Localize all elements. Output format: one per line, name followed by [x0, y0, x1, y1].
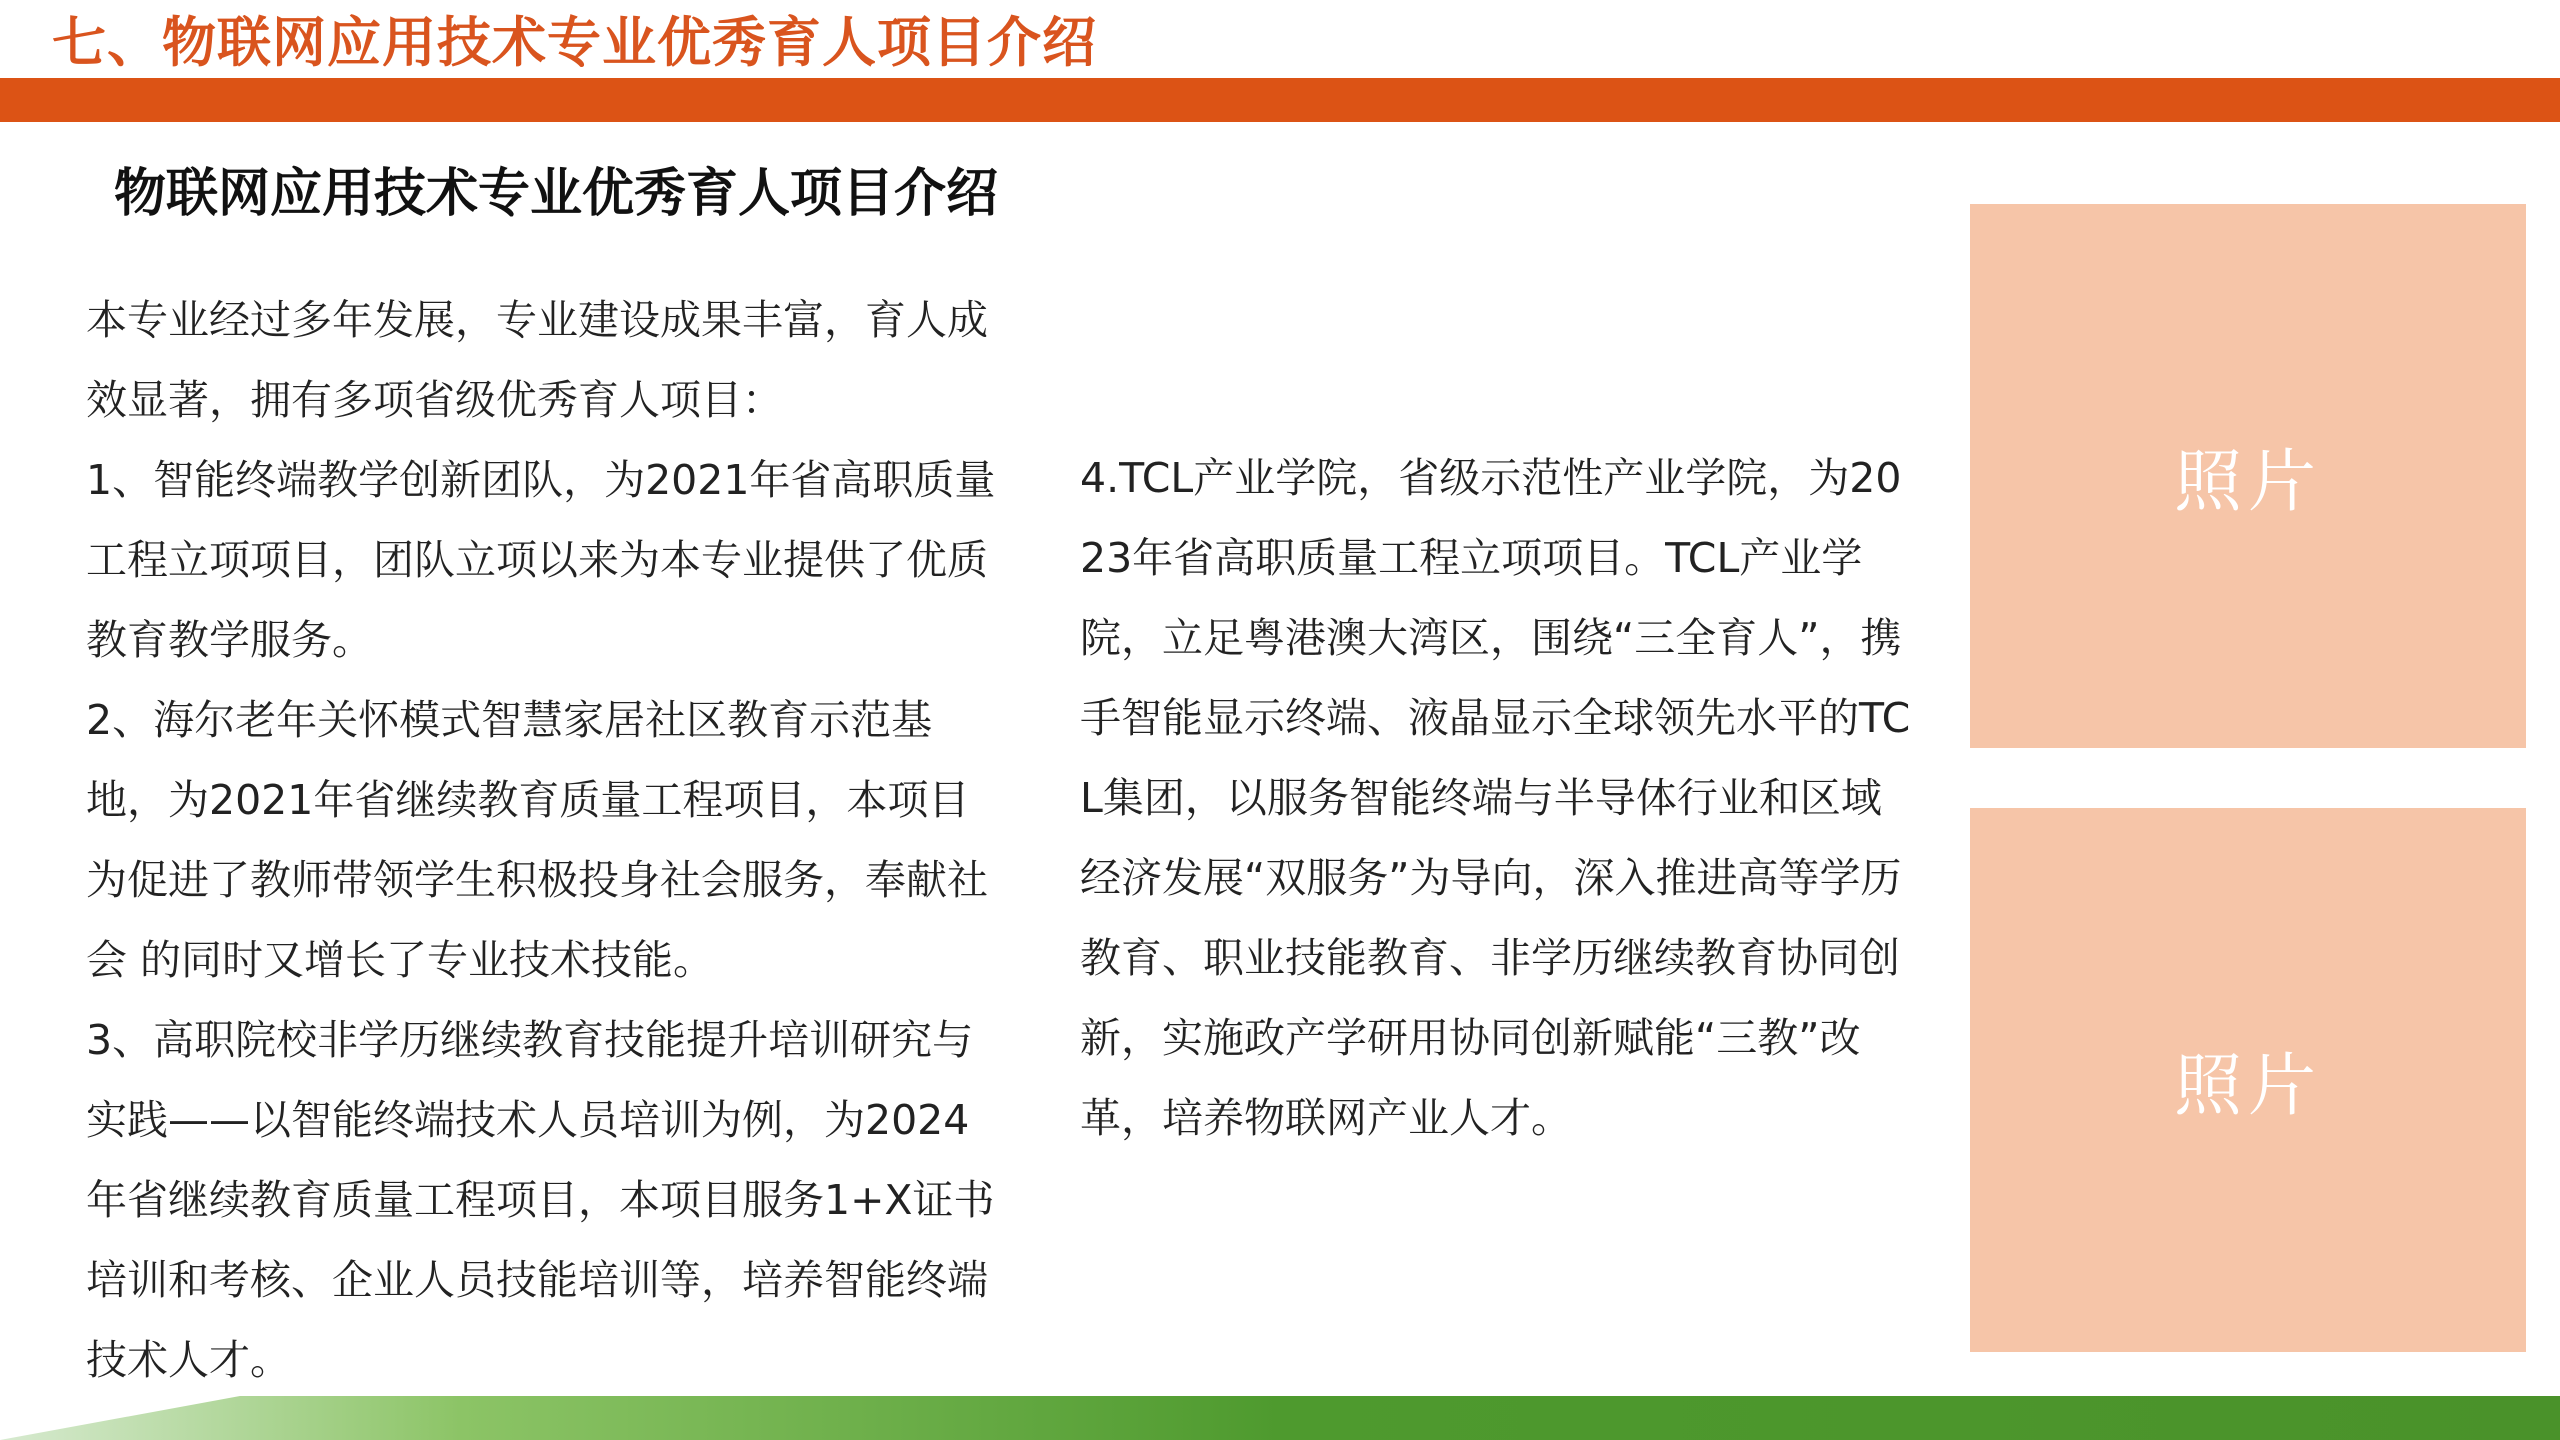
photo-placeholder-2: [1970, 808, 2526, 1352]
photo-placeholder-1: [1970, 204, 2526, 748]
intro-paragraph: 本专业经过多年发展，专业建设成果丰富，育人成效显著，拥有多项省级优秀育人项目：: [86, 296, 988, 424]
left-text-column: [86, 280, 1006, 1400]
slide-title: 七、物联网应用技术专业优秀育人项目介绍: [52, 11, 1097, 74]
header-accent-bar: [0, 78, 2560, 122]
photo-label: 照片: [2173, 442, 2322, 522]
section-heading: 物联网应用技术专业优秀育人项目介绍: [114, 164, 999, 224]
footer-green-bar: [0, 1396, 2560, 1440]
project-4-paragraph: 4.TCL产业学院，省级示范性产业学院，为2023年省高职质量工程立项项目。TCL产业学院，立足粤港澳大湾区，围绕“三全育人”，携手智能显示终端、液晶显示全球领先水平的TCL集团，以服务智能终端与半导体行业和区域经济发展“双服务”为导向，深入推进高等学历教育、职业技能教育、非学历继续教育协同创新，实施政产学研用协同创新赋能“三教”改革，培养物联网产业人才。: [1080, 454, 1911, 1142]
right-text-column: [1080, 438, 1920, 1158]
photo-label: 照片: [2173, 1046, 2322, 1126]
project-2-paragraph: 2、海尔老年关怀模式智慧家居社区教育示范基地，为2021年省继续教育质量工程项目，本项目为促进了教师带领学生积极投身社会服务，奉献社会 的同时又增长了专业技术技能。: [86, 696, 988, 984]
project-3-paragraph: 3、高职院校非学历继续教育技能提升培训研究与实践——以智能终端技术人员培训为例，为2024年省继续教育质量工程项目，本项目服务1+X证书培训和考核、企业人员技能培训等，培养智能终端技术人才。: [86, 1016, 995, 1384]
project-1-paragraph: 1、智能终端教学创新团队，为2021年省高职质量工程立项项目，团队立项以来为本专业提供了优质教育教学服务。: [86, 456, 996, 664]
